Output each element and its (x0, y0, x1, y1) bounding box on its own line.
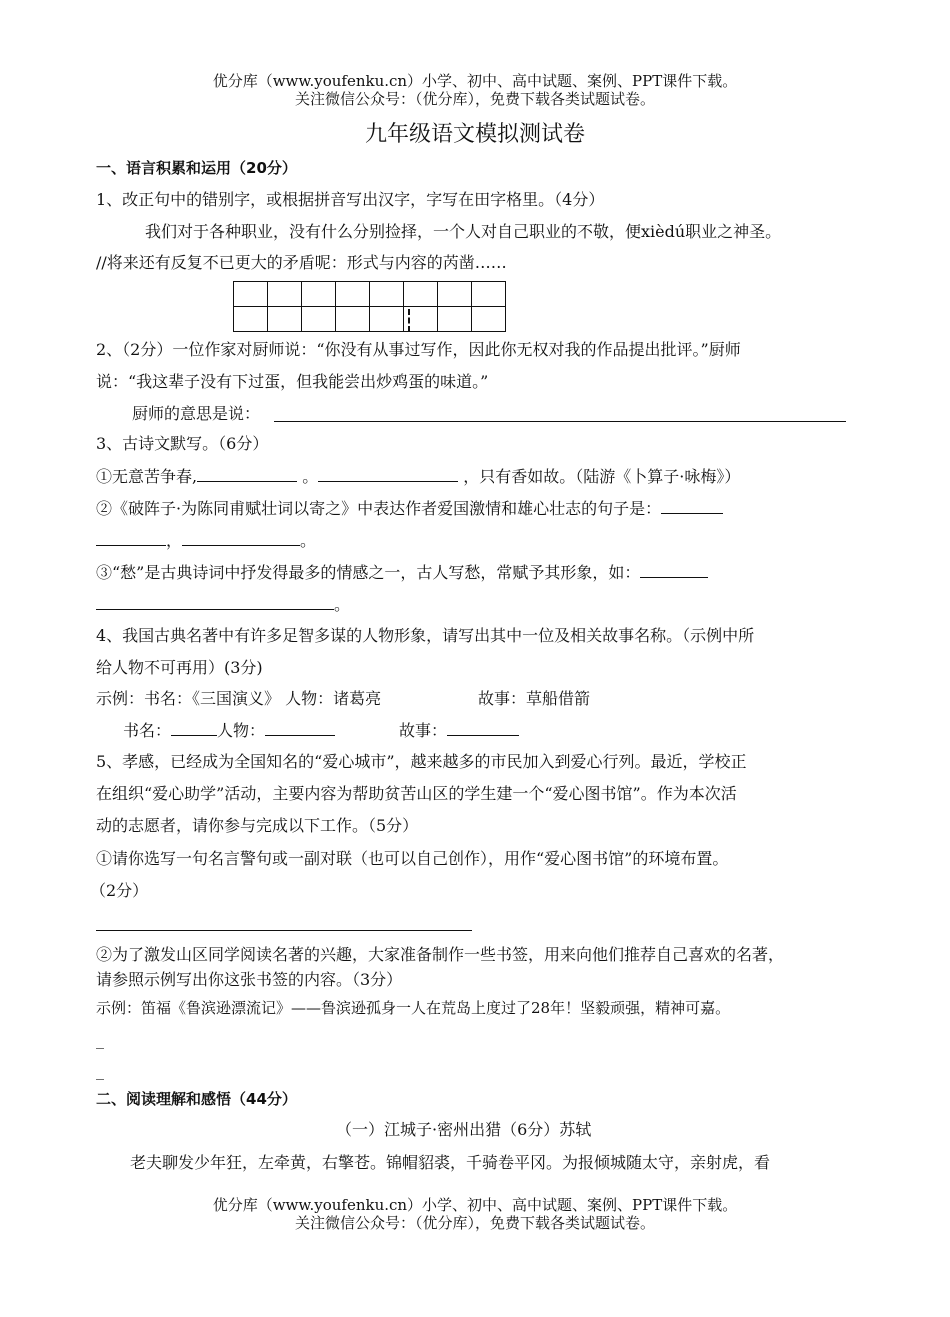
q5-item-1: ①请你选写一句名言警句或一副对联（也可以自己创作），用作“爱心图书馆”的环境布置。 (96, 849, 729, 868)
q4-book-blank[interactable] (171, 720, 217, 736)
q3-item2-blank-1[interactable] (661, 498, 723, 514)
grid-cell[interactable] (370, 282, 404, 307)
grid-cell[interactable] (234, 282, 268, 307)
grid-cell[interactable] (302, 307, 336, 332)
q4-example-story: 故事：草船借箭 (478, 689, 591, 708)
q5-item-2-line-1: ②为了激发山区同学阅读名著的兴趣，大家准备制作一些书签，用来向他们推荐自己喜欢的名著， (96, 945, 785, 964)
q3-item3-text: ③“愁”是古典诗词中抒发得最多的情感之一，古人写愁，常赋予其形象，如： (96, 563, 641, 582)
q4-story-blank[interactable] (447, 720, 519, 736)
q3-item2-blank-3[interactable] (182, 530, 300, 546)
q5-item-1-score: （2分） (90, 881, 149, 900)
section-2-heading: 二、阅读理解和感悟（44分） (96, 1090, 297, 1108)
q3-item-2-cont (96, 530, 316, 551)
q3-item1-text-c: ，只有香如故。（陆游《卜算子·咏梅》） (463, 467, 741, 486)
grid-cell[interactable] (336, 282, 370, 307)
header-line-2: 关注微信公众号：（优分库），免费下载各类试题试卷。 (294, 90, 655, 108)
q3-item3-period: 。 (334, 595, 351, 614)
q3-item1-text-a: ①无意苦争春, (96, 467, 198, 486)
q2-answer-line[interactable] (274, 421, 846, 422)
grid-cell[interactable] (472, 307, 506, 332)
poem-line: 老夫聊发少年狂，左牵黄，右擎苍。锦帽貂裘，千骑卷平冈。为报倾城随太守，亲射虎，看 (130, 1153, 771, 1172)
header-line-1: 优分库（www.youfenku.cn）小学、初中、高中试题、案例、PPT课件下载。 (212, 72, 738, 90)
q4-line-2: 给人物不可再用）(3分) (96, 658, 263, 677)
q3-item2-blank-2[interactable] (96, 530, 166, 546)
q5-dash-1[interactable]: _ (96, 1030, 104, 1049)
q5-line-1: 5、孝感，已经成为全国知名的“爱心城市”，越来越多的市民加入到爱心行列。最近，学校正 (96, 752, 747, 771)
q2-line-1: 2、（2分）一位作家对厨师说：“你没有从事过写作，因此你无权对我的作品提出批评。”厨师 (96, 340, 741, 359)
q5-item-2-example: 示例：笛福《鲁滨逊漂流记》——鲁滨逊孤身一人在荒岛上度过了28年！坚毅顽强，精神可嘉。 (96, 999, 731, 1017)
q3-item2-period: 。 (300, 531, 317, 550)
q3-item1-blank-2[interactable] (318, 466, 458, 482)
q5-line-2: 在组织“爱心助学”活动，主要内容为帮助贫苦山区的学生建一个“爱心图书馆”。作为本次活 (96, 784, 737, 803)
q3-item-1 (96, 466, 740, 487)
grid-cell[interactable] (438, 307, 472, 332)
footer-line-2: 关注微信公众号：（优分库），免费下载各类试题试卷。 (294, 1214, 655, 1232)
q5-dash-2[interactable]: _ (96, 1061, 104, 1080)
q4-answer-row (123, 720, 519, 741)
grid-cell[interactable] (234, 307, 268, 332)
q4-story-label: 故事： (399, 721, 448, 740)
q1-sentence-1: 我们对于各种职业，没有什么分别捡择，一个人对自己职业的不敬，便xièdú职业之神圣。 (145, 222, 782, 241)
q3-item-2 (96, 498, 723, 519)
grid-cell[interactable] (302, 282, 336, 307)
page-title: 九年级语文模拟测试卷 (364, 122, 585, 147)
q2-line-2: 说：“我这辈子没有下过蛋，但我能尝出炒鸡蛋的味道。” (96, 372, 489, 391)
grid-cell[interactable] (472, 282, 506, 307)
q3-item-3-cont (96, 594, 350, 615)
q3-prompt: 3、古诗文默写。（6分） (96, 434, 269, 453)
grid-cell[interactable] (268, 282, 302, 307)
grid-cell[interactable] (336, 307, 370, 332)
q4-person-blank[interactable] (265, 720, 335, 736)
q4-line-1: 4、我国古典名著中有许多足智多谋的人物形象，请写出其中一位及相关故事名称。（示例中所 (96, 626, 755, 645)
grid-dashed-divider (408, 309, 410, 332)
footer-line-1: 优分库（www.youfenku.cn）小学、初中、高中试题、案例、PPT课件下载。 (212, 1196, 738, 1214)
q1-prompt: 1、改正句中的错别字，或根据拼音写出汉字，字写在田字格里。（4分） (96, 190, 605, 209)
grid-cell[interactable] (370, 307, 404, 332)
q4-book-label: 书名： (123, 721, 172, 740)
q3-item-3 (96, 562, 708, 583)
q1-sentence-2: //将来还有反复不已更大的矛盾呢：形式与内容的芮凿…… (96, 253, 507, 272)
tianzi-grid (233, 281, 506, 332)
section-2-subtitle: （一）江城子·密州出猎（6分）苏轼 (336, 1120, 592, 1139)
q5-item-2-line-2: 请参照示例写出你这张书签的内容。（3分） (96, 970, 403, 989)
q5-item1-answer-line[interactable] (96, 930, 472, 931)
grid-cell[interactable] (438, 282, 472, 307)
q3-item2-comma: ， (166, 531, 183, 550)
q3-item1-blank-1[interactable] (197, 466, 297, 482)
q4-person-label: 人物： (217, 721, 266, 740)
grid-cell[interactable] (404, 282, 438, 307)
section-1-heading: 一、语言积累和运用（20分） (96, 159, 297, 177)
q3-item1-text-b: 。 (302, 467, 319, 486)
q2-line-3: 厨师的意思是说： (132, 404, 261, 423)
q4-example: 示例：书名：《三国演义》 人物：诸葛亮 (96, 689, 382, 708)
grid-cell[interactable] (268, 307, 302, 332)
q3-item3-blank-1[interactable] (640, 562, 708, 578)
q3-item3-blank-2[interactable] (96, 594, 334, 610)
q5-line-3: 动的志愿者，请你参与完成以下工作。（5分） (96, 816, 419, 835)
q3-item2-text: ②《破阵子·为陈同甫赋壮词以寄之》中表达作者爱国激情和雄心壮志的句子是： (96, 499, 662, 518)
